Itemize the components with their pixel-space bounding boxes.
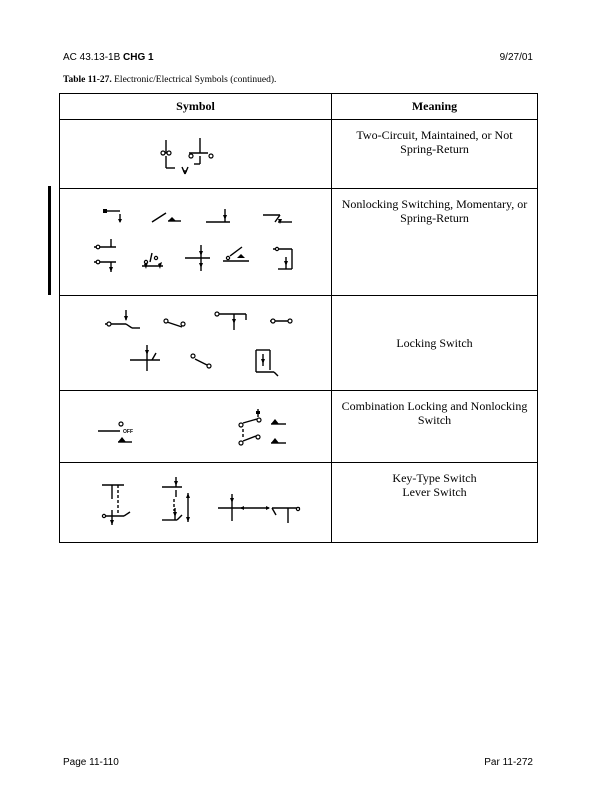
symbol-cell-two-circuit xyxy=(60,120,332,189)
table-row xyxy=(60,391,538,463)
meaning-line-key-type: Key-Type Switch xyxy=(392,471,477,485)
paragraph-reference: Par 11-272 xyxy=(484,757,533,768)
meaning-cell: Nonlocking Switching, Momentary, or Spring-Return xyxy=(332,189,538,296)
symbol-cell-locking xyxy=(60,296,332,391)
table-header-row xyxy=(60,94,538,120)
caption-text: Electronic/Electrical Symbols (continued). xyxy=(114,75,277,85)
column-header-meaning: Meaning xyxy=(332,94,538,120)
table-row xyxy=(60,189,538,296)
key-lever-switch-symbols xyxy=(60,463,331,542)
meaning-cell: Combination Locking and Nonlocking Switch xyxy=(332,391,538,463)
symbol-cell-nonlocking xyxy=(60,189,332,296)
page-number: Page 11-110 xyxy=(63,757,119,768)
doc-id-prefix: AC 43.13-1B xyxy=(63,52,121,63)
meaning-line-lever: Lever Switch xyxy=(402,485,467,499)
symbols-table xyxy=(59,93,538,543)
caption-label: Table 11-27. xyxy=(63,75,112,85)
nonlocking-switch-symbols xyxy=(60,189,331,295)
doc-id-change: CHG 1 xyxy=(123,52,154,63)
symbol-cell-combination xyxy=(60,391,332,463)
two-circuit-switch-symbol xyxy=(60,120,331,188)
table-row xyxy=(60,120,538,189)
column-header-symbol: Symbol xyxy=(60,94,332,120)
locking-switch-symbols xyxy=(60,296,331,390)
change-bar xyxy=(48,186,51,295)
meaning-cell xyxy=(332,463,538,543)
table-row xyxy=(60,463,538,543)
meaning-cell: Two-Circuit, Maintained, or Not Spring-Return xyxy=(332,120,538,189)
document-date: 9/27/01 xyxy=(499,52,533,63)
table-row xyxy=(60,296,538,391)
symbol-cell-key-lever xyxy=(60,463,332,543)
off-label: OFF xyxy=(123,429,133,435)
combination-locking-switch-symbols xyxy=(60,391,331,462)
document-id xyxy=(63,52,154,63)
table-caption xyxy=(63,75,276,85)
meaning-cell: Locking Switch xyxy=(332,296,538,391)
